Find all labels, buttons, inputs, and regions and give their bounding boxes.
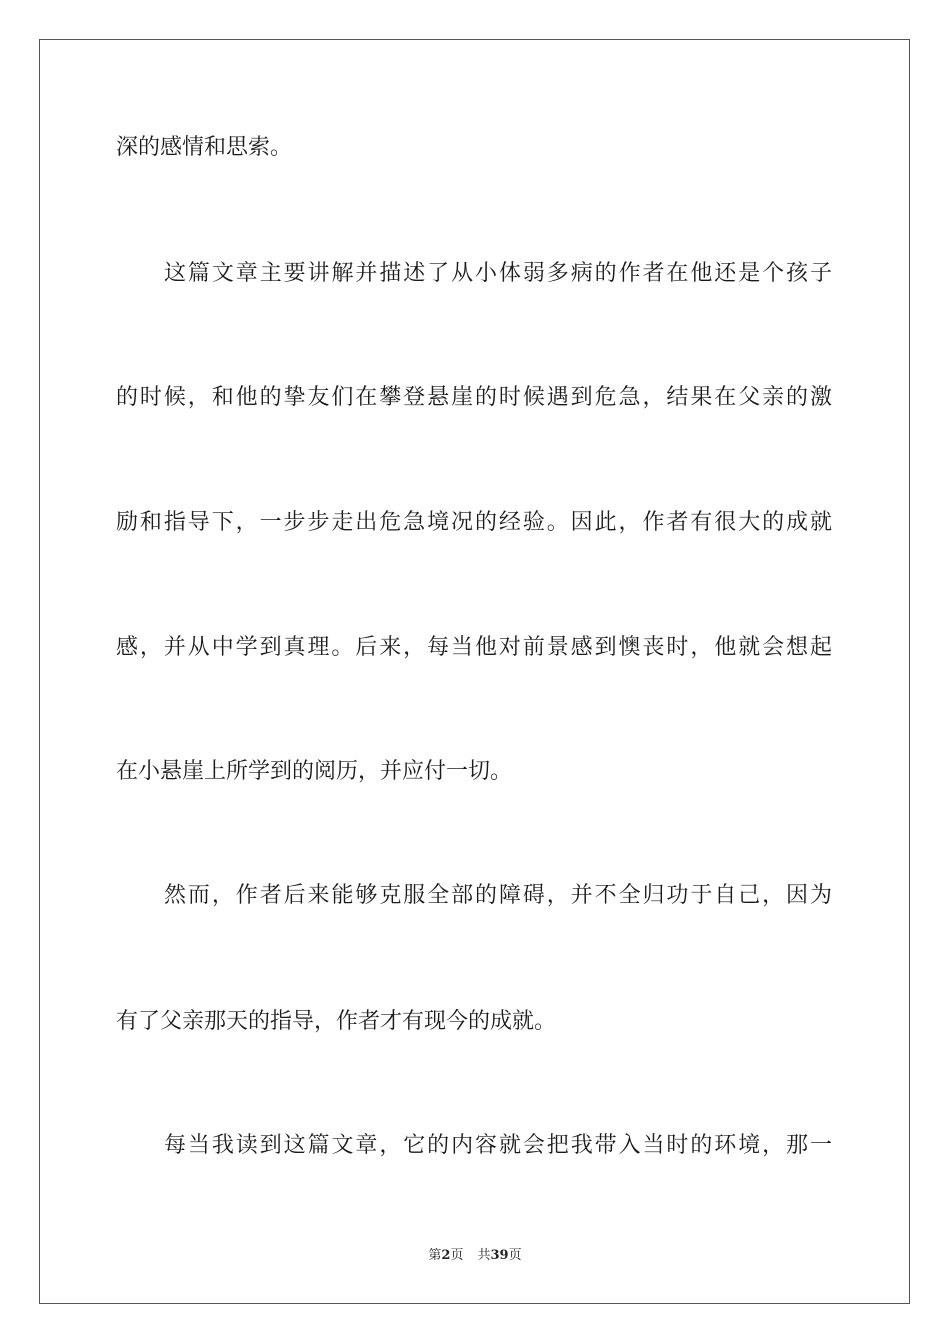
page-number: 2: [441, 1248, 451, 1263]
paragraph-line-7: 然而，作者后来能够克服全部的障碍，并不全归功于自己，因为: [164, 883, 832, 908]
total-prefix: 共: [477, 1248, 491, 1263]
page-suffix: 页: [450, 1248, 464, 1263]
total-suffix: 页: [508, 1248, 522, 1263]
page-border: [39, 39, 910, 1304]
page-prefix: 第: [428, 1248, 442, 1263]
page-footer: [0, 1246, 950, 1266]
paragraph-line-1: 深的感情和思索。: [116, 135, 293, 160]
paragraph-line-9: 每当我读到这篇文章，它的内容就会把我带入当时的环境，那一: [164, 1133, 832, 1158]
paragraph-line-2: 这篇文章主要讲解并描述了从小体弱多病的作者在他还是个孩子: [164, 261, 832, 286]
paragraph-line-5: 感，并从中学到真理。后来，每当他对前景感到懊丧时，他就会想起: [116, 635, 832, 660]
paragraph-line-8: 有了父亲那天的指导，作者才有现今的成就。: [116, 1009, 557, 1034]
paragraph-line-6: 在小悬崖上所学到的阅历，并应付一切。: [116, 759, 513, 784]
total-pages: 39: [490, 1248, 509, 1263]
paragraph-line-3: 的时候，和他的挚友们在攀登悬崖的时候遇到危急，结果在父亲的激: [116, 385, 832, 410]
paragraph-line-4: 励和指导下，一步步走出危急境况的经验。因此，作者有很大的成就: [116, 510, 832, 535]
